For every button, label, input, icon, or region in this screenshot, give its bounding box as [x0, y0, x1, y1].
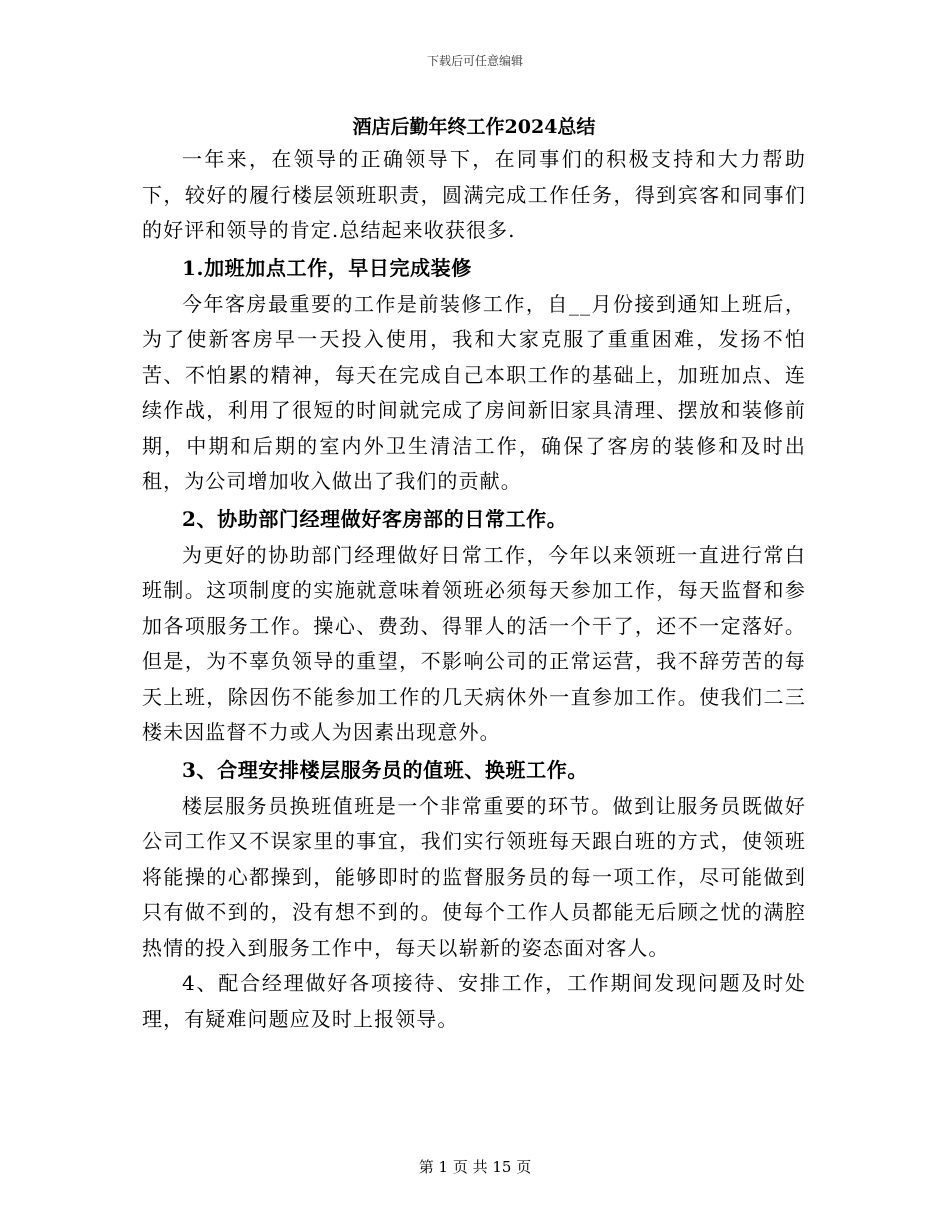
section-body-2: 为更好的协助部门经理做好日常工作，今年以来领班一直进行常白班制。这项制度的实施就意味着领班必须每天参加工作，每天监督和参加各项服务工作。操心、费劲、得罪人的活一个干了，还不一定落好。但是，为不辜负领导的重望，不影响公司的正常运营，我不辞劳苦的每天上班，除因伤不能参加工作的几天病休外一直参加工作。使我们二三楼未因监督不力或人为因素出现意外。	[142, 542, 806, 744]
section-heading-3: 3、合理安排楼层服务员的值班、换班工作。	[182, 757, 588, 782]
page-footer: 第 1 页 共 15 页	[418, 1158, 532, 1176]
intro-paragraph: 一年来，在领导的正确领导下，在同事们的积极支持和大力帮助下，较好的履行楼层领班职责，圆满完成工作任务，得到宾客和同事们的好评和领导的肯定.总结起来收获很多.	[142, 147, 806, 242]
document-body	[142, 112, 806, 1037]
header-note: 下载后可任意编辑	[426, 54, 523, 68]
section-body-3: 楼层服务员换班值班是一个非常重要的环节。做到让服务员既做好公司工作又不误家里的事宜，我们实行领班每天跟白班的方式，使领班将能操的心都操到，能够即时的监督服务员的每一项工作，尽可能做到只有做不到的，没有想不到的。使每个工作人员都能无后顾之忧的满腔热情的投入到服务工作中，每天以崭新的姿态面对客人。	[142, 793, 806, 960]
section-heading-1: 1.加班加点工作，早日完成装修	[182, 255, 472, 280]
section-body-1: 今年客房最重要的工作是前装修工作，自__月份接到通知上班后，为了使新客房早一天投入使用，我和大家克服了重重困难，发扬不怕苦、不怕累的精神，每天在完成自己本职工作的基础上，加班加点、连续作战，利用了很短的时间就完成了房间新旧家具清理、摆放和装修前期，中期和后期的室内外卫生清洁工作，确保了客房的装修和及时出租，为公司增加收入做出了我们的贡献。	[142, 291, 806, 493]
document-title: 酒店后勤年终工作2024总结	[352, 116, 596, 138]
section-heading-2: 2、协助部门经理做好客房部的日常工作。	[182, 506, 568, 531]
closing-paragraph: 4、配合经理做好各项接待、安排工作，工作期间发现问题及时处理，有疑难问题应及时上报领导。	[142, 971, 806, 1031]
